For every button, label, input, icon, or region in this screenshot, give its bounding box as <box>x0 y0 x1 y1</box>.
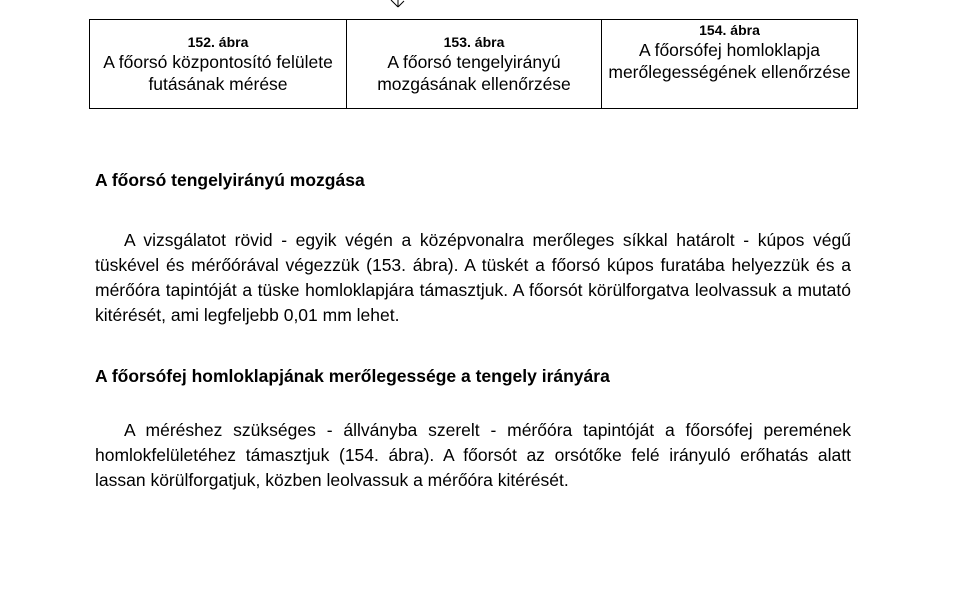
figure-caption-cell-152 <box>90 20 347 109</box>
section-paragraph-perpendicularity: A méréshez szükséges - állványba szerelt - mérőóra tapintóját a főorsófej peremének homlokfelületéhez támasztjuk (154. ábra). A főorsót az orsótőke felé irányuló erőhatás alatt lassan körülforgatjuk, közben leolvassuk a mérőóra kitérését. <box>95 420 851 490</box>
figure-number: 153. ábra <box>443 34 505 50</box>
figure-caption-cell-153 <box>347 20 602 109</box>
figure-caption: A főorsófej homloklapja merőlegességének ellenőrzése <box>608 40 851 82</box>
figure-caption-table <box>89 19 858 109</box>
figure-number: 152. ábra <box>187 34 249 50</box>
section-paragraph-axial-movement: A vizsgálatot rövid - egyik végén a középvonalra merőleges síkkal határolt - kúpos végű tüskével és mérőórával végezzük (153. ábra). A tüskét a főorsó kúpos furatába helyezzük és a mérőóra tapintóját a tüske homloklapjára támasztjuk. A főorsót körülforgatva leolvassuk a mutató kitérését, ami legfeljebb 0,01 mm lehet. <box>95 230 851 325</box>
section-heading-axial-movement: A főorsó tengelyirányú mozgása <box>95 170 365 190</box>
figure-number: 154. ábra <box>699 22 760 38</box>
figure-caption-cell-154 <box>602 20 858 109</box>
figure-arrow-fragment-icon <box>388 0 408 14</box>
section-heading-perpendicularity: A főorsófej homloklapjának merőlegessége a tengely irányára <box>95 366 610 386</box>
figure-caption: A főorsó központosító felülete futásának mérése <box>103 52 333 94</box>
figure-caption-row <box>90 20 858 109</box>
figure-caption: A főorsó tengelyirányú mozgásának ellenőrzése <box>377 52 571 94</box>
